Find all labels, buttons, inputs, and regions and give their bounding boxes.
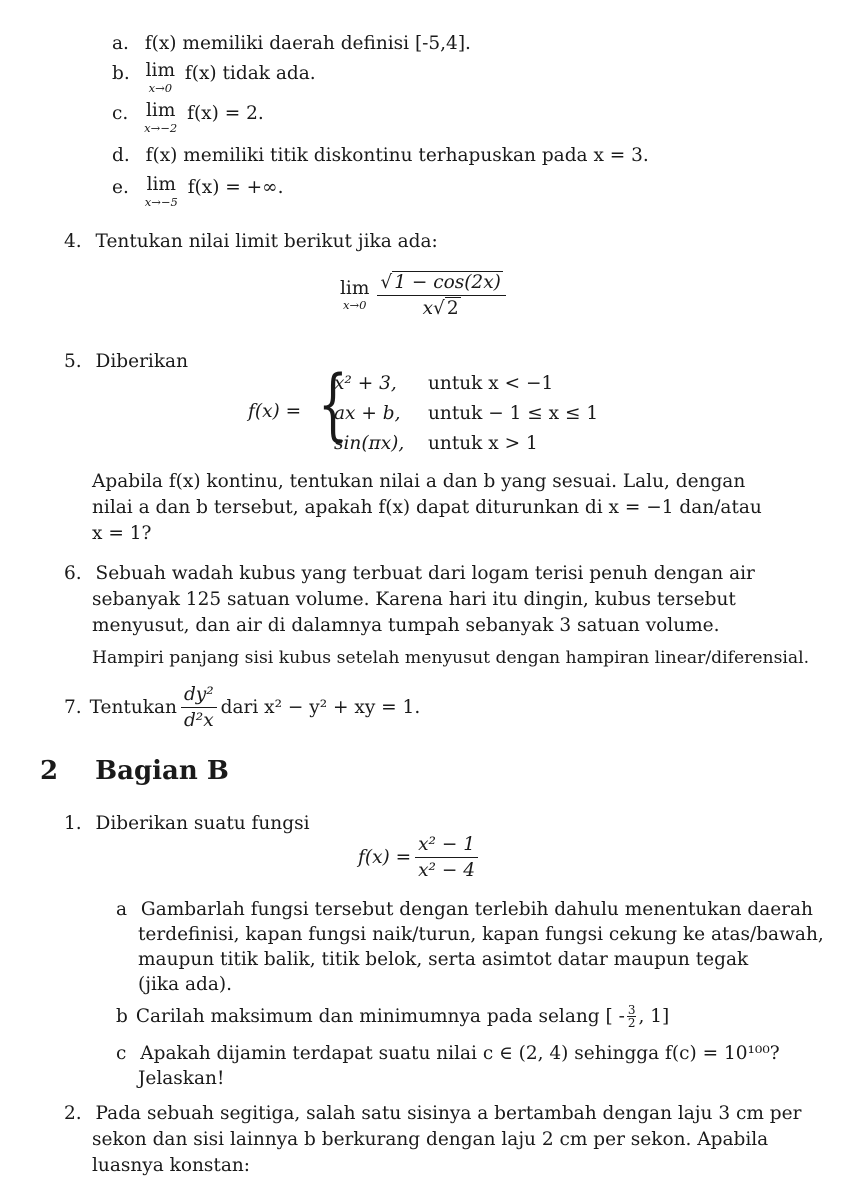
case-cond: untuk x > 1 bbox=[428, 433, 538, 454]
q6-paragraph-line: menyusut, dan air di dalamnya tumpah sebanyak 3 satuan volume. bbox=[92, 615, 720, 636]
item-label: d. bbox=[112, 145, 130, 166]
question-intro: Diberikan suatu fungsi bbox=[95, 813, 310, 834]
case-expr: x² + 3, bbox=[334, 373, 397, 394]
section-number: 2 bbox=[40, 756, 59, 786]
den-prefix: x bbox=[422, 298, 434, 319]
q2-paragraph-line: sekon dan sisi lainnya b berkurang dengan laju 2 cm per sekon. Apabila bbox=[92, 1129, 769, 1150]
item-line: Jelaskan! bbox=[138, 1068, 225, 1089]
frac-denominator: d²x bbox=[183, 710, 214, 731]
q2-paragraph-line: Pada sebuah segitiga, salah satu sisinya a bertambah dengan laju 3 cm per bbox=[95, 1103, 802, 1124]
item-line: maupun titik balik, titik belok, serta asimtot datar maupun tegak bbox=[138, 949, 749, 970]
den-root: 2 bbox=[446, 298, 459, 319]
frac-numerator: x² − 1 bbox=[415, 834, 478, 858]
item-text: f(x) = +∞. bbox=[187, 177, 284, 198]
item-label: a bbox=[116, 899, 128, 920]
item-label: c. bbox=[112, 103, 129, 124]
item-line: (jika ada). bbox=[138, 974, 232, 995]
item-label: e. bbox=[112, 177, 129, 198]
question-intro: Diberikan bbox=[95, 351, 189, 372]
q5-paragraph-line: nilai a dan b tersebut, apakah f(x) dapat diturunkan di x = −1 dan/atau bbox=[92, 497, 762, 518]
item-label: b bbox=[116, 1006, 128, 1027]
item-line: Apakah dijamin terdapat suatu nilai c ∈ (2, 4) sehingga f(c) = 10¹⁰⁰? bbox=[140, 1043, 780, 1064]
frac-numerator: 3 bbox=[627, 1003, 636, 1017]
frac-numerator: dy² bbox=[181, 684, 217, 708]
question-text: Tentukan nilai limit berikut jika ada: bbox=[95, 231, 438, 252]
b-question-1 bbox=[64, 812, 309, 836]
piecewise-function-label: f(x) = bbox=[248, 401, 302, 422]
item-label: c bbox=[116, 1043, 127, 1064]
item-text: f(x) tidak ada. bbox=[184, 63, 316, 84]
limit-subscript: x→−5 bbox=[144, 194, 178, 209]
question-7 bbox=[64, 684, 420, 731]
b-q1-function bbox=[358, 834, 482, 881]
interval-fraction bbox=[627, 1004, 637, 1029]
question-number: 6. bbox=[64, 563, 82, 584]
b-question-2 bbox=[64, 1102, 801, 1126]
item-text: f(x) = 2. bbox=[187, 103, 264, 124]
b-q1-item-a bbox=[116, 898, 813, 922]
question-number: 5. bbox=[64, 351, 82, 372]
limit-operator: lim x→−2 bbox=[144, 100, 178, 135]
question-suffix: dari x² − y² + xy = 1. bbox=[220, 697, 421, 718]
item-text: f(x) memiliki daerah definisi [-5,4]. bbox=[144, 33, 471, 54]
q6-paragraph-line: Sebuah wadah kubus yang terbuat dari logam terisi penuh dengan air bbox=[95, 563, 755, 584]
frac-denominator: 2 bbox=[627, 1016, 636, 1030]
limit-subscript: x→−2 bbox=[144, 120, 178, 135]
limit-operator: lim x→0 bbox=[340, 277, 370, 312]
item-line: Gambarlah fungsi tersebut dengan terlebih dahulu menentukan daerah bbox=[140, 899, 813, 920]
case-expr: ax + b, bbox=[334, 403, 401, 424]
item-text: Carilah maksimum dan minimumnya pada selang [ - bbox=[135, 1006, 625, 1027]
case-expr: sin(πx), bbox=[334, 433, 405, 454]
q3-item-e bbox=[112, 176, 283, 208]
case-cond: untuk − 1 ≤ x ≤ 1 bbox=[428, 403, 599, 424]
q4-fraction bbox=[377, 272, 505, 319]
item-line: terdefinisi, kapan fungsi naik/turun, kapan fungsi cekung ke atas/bawah, bbox=[138, 924, 824, 945]
question-number: 7. bbox=[64, 697, 82, 718]
q4-denominator: x√ 2 bbox=[422, 298, 459, 319]
q4-numerator: √ 1 − cos(2x) bbox=[377, 272, 505, 296]
limit-operator: lim x→−5 bbox=[144, 174, 178, 209]
q5-paragraph-line: Apabila f(x) kontinu, tentukan nilai a dan b yang sesuai. Lalu, dengan bbox=[92, 471, 746, 492]
limit-subscript: x→0 bbox=[148, 80, 173, 95]
question-5 bbox=[64, 350, 188, 374]
q3-item-d bbox=[112, 144, 649, 168]
question-prefix: Tentukan bbox=[89, 697, 177, 718]
question-number: 4. bbox=[64, 231, 82, 252]
q7-derivative-fraction bbox=[181, 684, 217, 731]
item-text: , 1] bbox=[638, 1006, 670, 1027]
q5-paragraph-line: x = 1? bbox=[92, 523, 152, 544]
question-number: 2. bbox=[64, 1103, 82, 1124]
question-number: 1. bbox=[64, 813, 82, 834]
case-cond: untuk x < −1 bbox=[428, 373, 554, 394]
item-label: a. bbox=[112, 33, 129, 54]
limit-operator: lim x→0 bbox=[145, 60, 176, 95]
b-q1-item-b bbox=[116, 1004, 669, 1029]
frac-denominator: x² − 4 bbox=[418, 860, 475, 881]
limit-subscript: x→0 bbox=[342, 298, 367, 312]
q3-item-b bbox=[112, 62, 316, 94]
piecewise-brace: { bbox=[318, 360, 348, 450]
function-label: f(x) = bbox=[358, 847, 412, 868]
section-heading bbox=[40, 756, 229, 786]
q4-limit-expression bbox=[340, 272, 510, 319]
question-4 bbox=[64, 230, 438, 254]
section-title: Bagian B bbox=[95, 756, 229, 786]
q3-item-a bbox=[112, 32, 471, 56]
q6-paragraph-2: Hampiri panjang sisi kubus setelah menyusut dengan hampiran linear/diferensial. bbox=[92, 648, 810, 668]
b-q1-item-c bbox=[116, 1042, 780, 1066]
question-6 bbox=[64, 562, 755, 586]
sqrt-content: 1 − cos(2x) bbox=[394, 272, 501, 293]
item-text: f(x) memiliki titik diskontinu terhapuskan pada x = 3. bbox=[145, 145, 649, 166]
q6-paragraph-line: sebanyak 125 satuan volume. Karena hari itu dingin, kubus tersebut bbox=[92, 589, 736, 610]
b-q1-fraction bbox=[415, 834, 478, 881]
item-label: b. bbox=[112, 63, 130, 84]
q2-paragraph-line: luasnya konstan: bbox=[92, 1155, 250, 1176]
q3-item-c bbox=[112, 102, 264, 134]
